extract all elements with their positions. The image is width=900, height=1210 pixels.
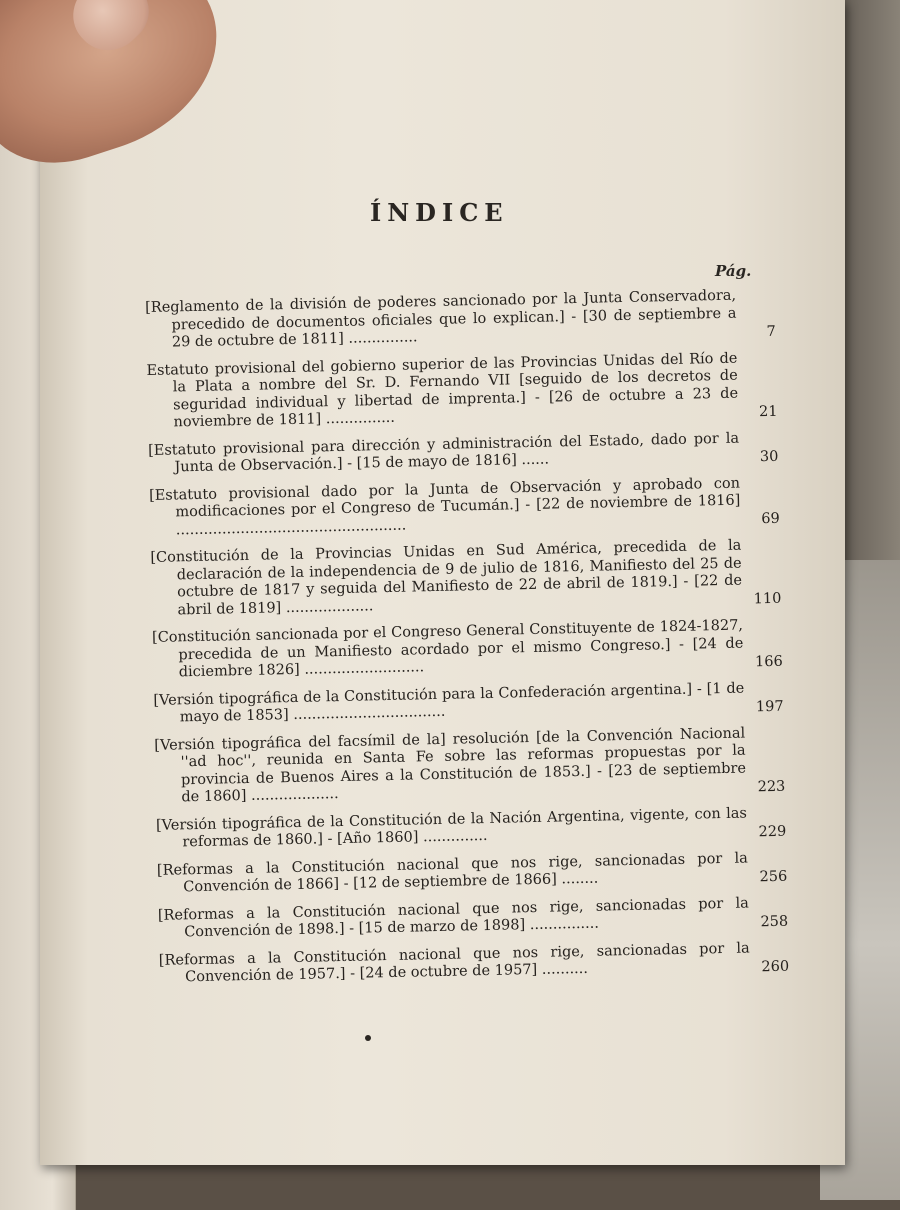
toc-entry-text: Estatuto provisional del gobierno superior de las Provincias Unidas del Río de la Plata a nombre del Sr. D. Fernando VII [seguido de los decretos de seguridad individual y libertad de imprenta.] - [26 de octubre a 23 de noviembre de 1811] ............... xyxy=(146,350,739,431)
toc-entry-page: 110 xyxy=(753,590,782,608)
toc-entry-page: 21 xyxy=(758,403,778,420)
toc-entry xyxy=(159,939,790,987)
toc-entry xyxy=(148,429,779,477)
toc-entry-page: 223 xyxy=(757,778,786,795)
toc-entry xyxy=(156,804,787,852)
toc-entry-page: 166 xyxy=(754,653,783,670)
toc-entry-page: 197 xyxy=(755,698,784,715)
toc-entry-text: [Versión tipográfica del facsímil de la] resolución [de la Convención Nacional ''ad hoc'', reunida en Santa Fe sobre las reformas propuestas por la provincia de Buenos Aires a la Constitución de 1853.] - [23 de septiembre de 1860] ................... xyxy=(154,725,747,806)
toc-entry-text: [Versión tipográfica de la Constitución para la Confederación argentina.] - [1 de mayo de 1853] ................................. xyxy=(153,680,745,726)
toc-entry-text: [Reformas a la Constitución nacional que nos rige, sancionadas por la Convención de 1866] - [12 de septiembre de 1866] ........ xyxy=(156,849,748,896)
page-title: ÍNDICE xyxy=(370,198,509,227)
toc-entry-text: [Estatuto provisional dado por la Junta de Observación y aprobado con modificaciones por el Congreso de Tucumán.] - [22 de noviembre de 1816] .................................................. xyxy=(148,475,741,538)
toc-entry xyxy=(152,617,783,683)
toc-entry-page: 229 xyxy=(758,823,787,840)
table-of-contents xyxy=(145,287,789,998)
toc-entry-text: [Estatuto provisional para dirección y administración del Estado, dado por la Junta de Observación.] - [15 de mayo de 1816] ...... xyxy=(147,430,740,476)
toc-entry-text: [Reformas a la Constitución nacional que nos rige, sancionadas por la Convención de 1898.] - [15 de marzo de 1898] ............... xyxy=(157,894,749,941)
toc-entry xyxy=(153,679,784,727)
toc-entry xyxy=(154,724,785,807)
toc-entry xyxy=(150,537,781,620)
toc-entry xyxy=(158,894,789,942)
toc-entry-page: 260 xyxy=(761,958,790,975)
toc-entry-text: [Reformas a la Constitución nacional que nos rige, sancionadas por la Convención de 1957.] - [24 de octubre de 1957] .......... xyxy=(158,939,750,986)
toc-entry-page: 256 xyxy=(759,868,788,885)
toc-entry-page: 258 xyxy=(760,913,789,930)
thumbnail-nail xyxy=(59,0,162,64)
toc-entry xyxy=(146,349,777,432)
toc-entry-text: [Versión tipográfica de la Constitución de la Nación Argentina, vigente, con las reformas de 1860.] - [Año 1860] .............. xyxy=(155,805,748,851)
toc-entry-page: 30 xyxy=(759,448,779,465)
toc-entry-text: [Constitución sancionada por el Congreso General Constituyente de 1824-1827, precedida de un Manifiesto acordado por el mismo Congreso.] - [24 de diciembre 1826] .......................... xyxy=(151,617,744,681)
bullet-mark xyxy=(365,1035,371,1041)
toc-entry-text: [Reglamento de la división de poderes sancionado por la Junta Conservadora, precedido de documentos oficiales que lo explican.] - [30 de septiembre a 29 de octubre de 1811] ............... xyxy=(145,287,737,351)
page-column-label: Pág. xyxy=(715,262,752,280)
toc-entry-page: 69 xyxy=(761,510,780,528)
toc-entry-text: [Constitución de la Provincias Unidas en Sud América, precedida de la declaración de la independencia de 9 de julio de 1816, Manifiesto del 25 de octubre de 1817 y seguida del Manifiesto de 22 de abril de 1819.] - [22 de abril de 1819] ................... xyxy=(150,537,743,618)
toc-entry xyxy=(157,849,788,897)
toc-entry-page: 7 xyxy=(766,323,776,340)
toc-entry xyxy=(149,474,780,540)
